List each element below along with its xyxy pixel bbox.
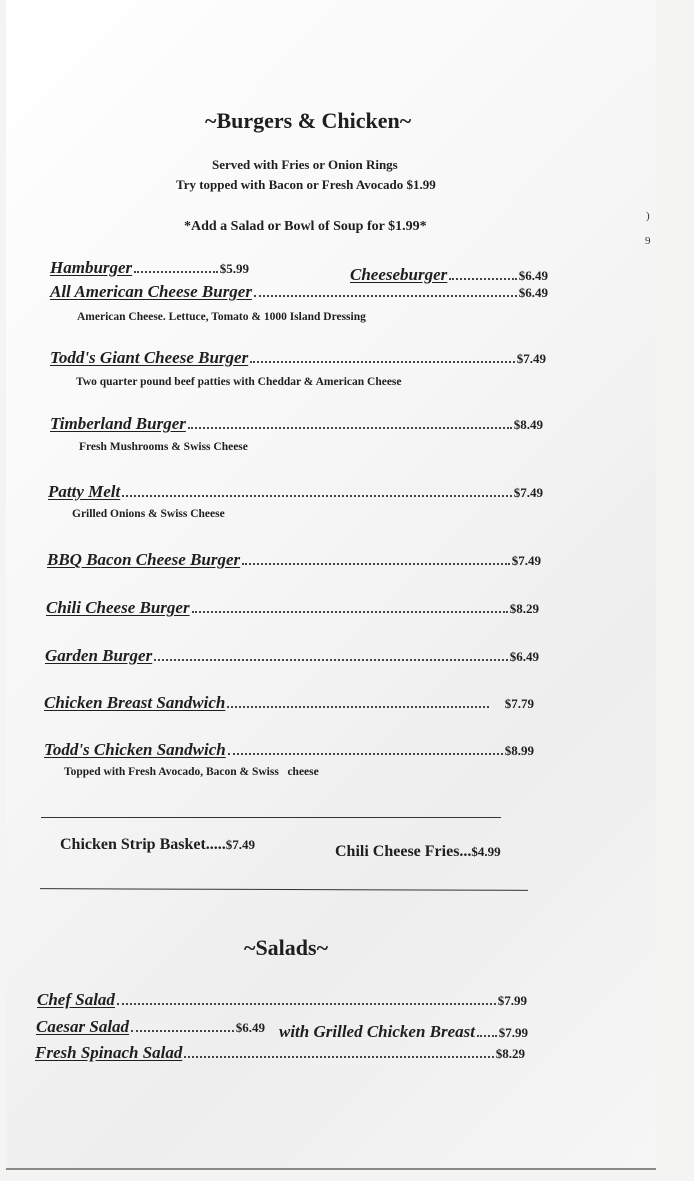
- item-price: $7.49: [511, 553, 541, 568]
- item-name: Todd's Chicken Sandwich: [44, 740, 226, 759]
- dot-leader: [184, 1056, 493, 1058]
- extra-price: $4.99: [471, 844, 501, 859]
- caesar-chicken-addon: [279, 1022, 528, 1042]
- item-price: $7.49: [516, 351, 546, 366]
- item-price: $6.49: [518, 268, 548, 283]
- item-name: Chef Salad: [37, 990, 115, 1009]
- item-description: Grilled Onions & Swiss Cheese: [72, 508, 225, 520]
- item-name: Patty Melt: [48, 482, 121, 501]
- item-price: $7.79: [504, 696, 534, 711]
- item-name: Garden Burger: [45, 646, 153, 665]
- item-description: American Cheese. Lettuce, Tomato & 1000 Island Dressing: [77, 311, 366, 323]
- dot-leader: [117, 1003, 496, 1005]
- edge-mark: 9: [645, 235, 651, 247]
- menu-item-todds-giant-cheese-burger: [50, 348, 546, 368]
- item-name: Cheeseburger: [350, 265, 448, 284]
- dot-leader: [449, 278, 516, 280]
- dot-leader: [122, 495, 512, 497]
- menu-item-chef-salad: [37, 990, 527, 1010]
- item-name: All American Cheese Burger: [50, 282, 252, 301]
- extra-chicken-strip-basket: [60, 836, 255, 854]
- menu-item-caesar-salad: [36, 1017, 265, 1037]
- dot-leader: [250, 361, 515, 363]
- dot-leader: [188, 427, 512, 429]
- extra-name: Chili Cheese Fries: [335, 843, 460, 860]
- item-description: Fresh Mushrooms & Swiss Cheese: [79, 441, 248, 453]
- edge-mark: ): [646, 210, 650, 222]
- item-name: Caesar Salad: [36, 1017, 130, 1036]
- item-name: Fresh Spinach Salad: [35, 1043, 183, 1062]
- menu-item-hamburger: [50, 258, 249, 278]
- dot-leader: [254, 295, 517, 297]
- item-name: Chicken Breast Sandwich: [44, 693, 226, 712]
- item-price: $8.49: [513, 417, 543, 432]
- menu-item-todds-chicken-sandwich: [44, 740, 534, 760]
- menu-item-fresh-spinach-salad: [35, 1043, 525, 1063]
- item-name: Timberland Burger: [50, 414, 186, 433]
- dot-leader: ...: [459, 843, 472, 860]
- item-price: $6.49: [518, 285, 548, 300]
- try-topped-note: Try topped with Bacon or Fresh Avocado $1.99: [176, 177, 436, 192]
- item-price: $7.49: [513, 485, 543, 500]
- extra-chili-cheese-fries: [335, 843, 501, 861]
- item-description: Topped with Fresh Avocado, Bacon & Swiss cheese: [64, 766, 319, 778]
- salads-section-title: ~Salads~: [244, 935, 329, 960]
- extra-name: Chicken Strip Basket: [60, 836, 206, 853]
- addon-label: with Grilled Chicken Breast: [279, 1022, 475, 1041]
- burgers-section-title: ~Burgers & Chicken~: [205, 108, 412, 133]
- item-price: $6.49: [509, 649, 539, 664]
- add-salad-note: *Add a Salad or Bowl of Soup for $1.99*: [184, 219, 427, 234]
- item-price: $8.99: [504, 743, 534, 758]
- menu-item-garden-burger: [45, 646, 539, 666]
- dot-leader: [228, 753, 503, 755]
- dot-leader: [154, 659, 508, 661]
- addon-price: $7.99: [498, 1025, 528, 1040]
- dot-leader: [134, 271, 218, 273]
- item-price: $8.29: [495, 1046, 525, 1061]
- divider: [41, 817, 501, 818]
- item-name: Chili Cheese Burger: [46, 598, 190, 617]
- item-price: $5.99: [219, 261, 249, 276]
- item-price: $6.49: [235, 1020, 265, 1035]
- dot-leader: [242, 563, 510, 565]
- served-with-note: Served with Fries or Onion Rings: [212, 157, 398, 172]
- item-price: $7.99: [497, 993, 527, 1008]
- extra-price: $7.49: [225, 837, 256, 852]
- dot-leader: [477, 1035, 497, 1037]
- item-name: Todd's Giant Cheese Burger: [50, 348, 249, 367]
- item-description: Two quarter pound beef patties with Cheddar & American Cheese: [76, 376, 402, 388]
- dot-leader: [131, 1030, 234, 1032]
- menu-item-bbq-bacon-cheese-burger: [47, 550, 541, 570]
- item-price: $8.29: [509, 601, 539, 616]
- menu-item-timberland-burger: [50, 414, 543, 434]
- dot-leader: [192, 611, 508, 613]
- item-name: Hamburger: [50, 258, 133, 277]
- menu-item-chili-cheese-burger: [46, 598, 539, 618]
- dot-leader: .....: [205, 836, 226, 853]
- menu-item-patty-melt: [48, 482, 543, 502]
- dot-leader: [227, 706, 488, 708]
- menu-item-chicken-breast-sandwich: [44, 693, 534, 713]
- item-name: BBQ Bacon Cheese Burger: [47, 550, 241, 569]
- menu-item-all-american-cheese-burger: [50, 282, 548, 302]
